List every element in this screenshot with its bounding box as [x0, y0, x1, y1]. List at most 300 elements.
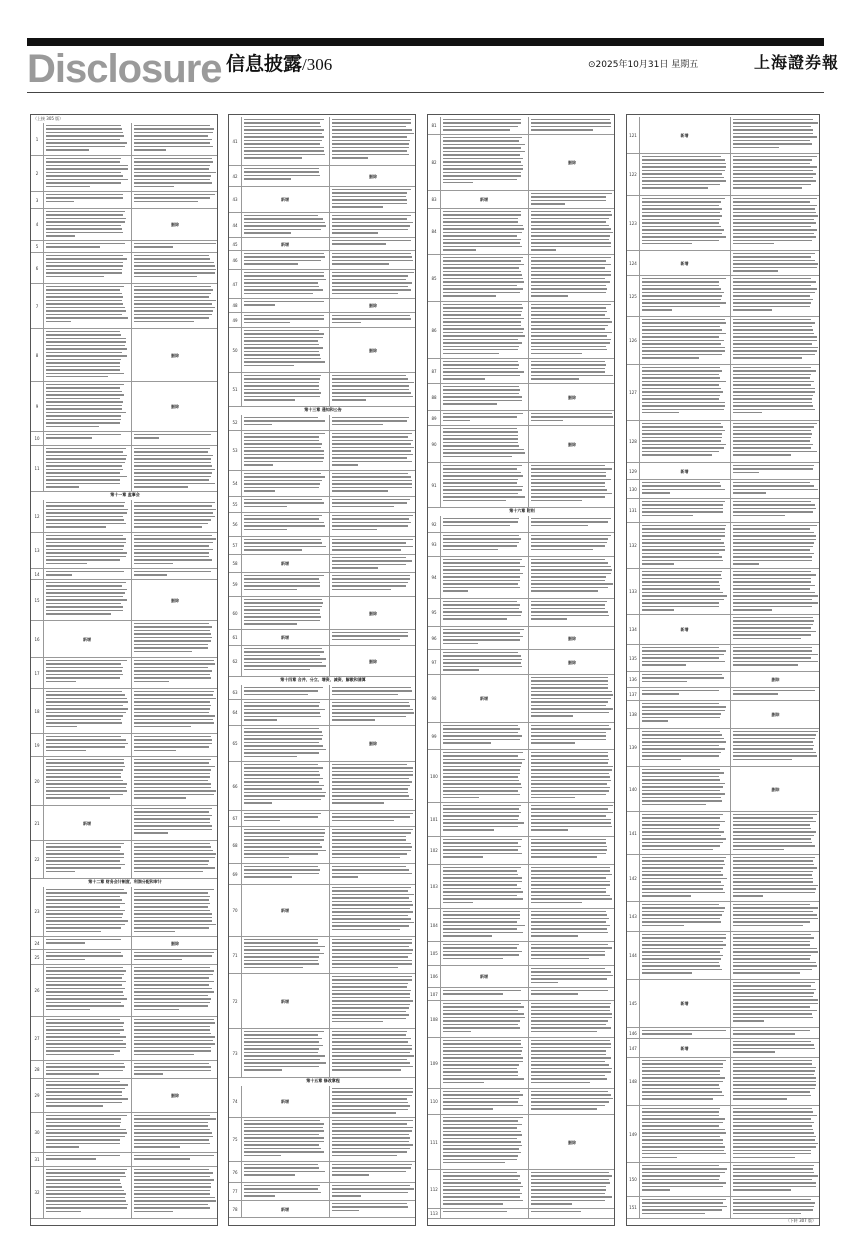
- text-line: [642, 180, 726, 181]
- text-line: [332, 792, 408, 793]
- row-divider: [329, 238, 330, 250]
- text-line: [443, 947, 517, 948]
- text-line: [733, 581, 811, 582]
- original-clause: [46, 1019, 128, 1058]
- row-divider: [131, 446, 132, 491]
- table-row: [428, 117, 614, 135]
- text-line: [244, 623, 297, 624]
- text-line: [332, 1188, 414, 1189]
- original-clause: [46, 1155, 128, 1164]
- text-line: [46, 1193, 126, 1194]
- table-row: [229, 811, 415, 827]
- text-line: [46, 892, 127, 893]
- text-line: [531, 615, 609, 616]
- text-line: [531, 482, 605, 483]
- text-line: [733, 133, 813, 134]
- text-line: [443, 1193, 522, 1194]
- text-line: [733, 447, 811, 448]
- text-line: [332, 1141, 409, 1142]
- original-clause: [46, 1081, 128, 1110]
- table-row: [31, 950, 217, 965]
- text-line: [332, 829, 413, 830]
- table-row: [627, 729, 819, 767]
- original-clause: [642, 198, 727, 248]
- amended-clause: [134, 1019, 216, 1058]
- text-line: [244, 282, 318, 283]
- text-line: [332, 279, 406, 280]
- text-line: [642, 1139, 723, 1140]
- amended-clause: [733, 525, 818, 566]
- text-line: [332, 546, 413, 547]
- text-line: [443, 214, 521, 215]
- original-clause: [443, 559, 525, 596]
- new-label: 新增: [83, 636, 91, 642]
- text-line: [46, 910, 125, 911]
- text-line: [642, 485, 721, 486]
- text-line: [642, 492, 670, 493]
- text-line: [46, 228, 122, 229]
- text-line: [46, 959, 85, 960]
- text-line: [443, 783, 521, 784]
- text-line: [46, 149, 89, 150]
- text-line: [642, 489, 725, 490]
- text-line: [332, 518, 409, 519]
- text-line: [134, 776, 210, 777]
- text-line: [46, 610, 123, 611]
- text-line: [134, 867, 215, 868]
- text-line: [46, 726, 77, 727]
- text-line: [332, 1004, 410, 1005]
- text-line: [443, 1078, 524, 1079]
- original-clause: [443, 1040, 525, 1086]
- deleted-label: 删除: [568, 635, 576, 641]
- text-line: [244, 518, 319, 519]
- row-divider: [329, 646, 330, 676]
- amended-clause: [733, 119, 818, 151]
- text-line: [531, 542, 607, 543]
- text-line: [134, 846, 211, 847]
- text-line: [244, 813, 321, 814]
- text-line: [134, 262, 214, 263]
- amended-clause: [733, 423, 818, 460]
- text-line: [443, 428, 517, 429]
- text-line: [244, 150, 324, 151]
- text-line: [244, 529, 287, 530]
- text-line: [642, 738, 724, 739]
- text-line: [642, 606, 719, 607]
- text-line: [531, 735, 606, 736]
- text-line: [531, 353, 582, 354]
- text-line: [443, 958, 503, 959]
- amended-clause: [531, 805, 613, 834]
- text-line: [332, 443, 411, 444]
- text-line: [46, 1204, 128, 1205]
- amended-clause: [531, 304, 613, 356]
- text-line: [531, 349, 607, 350]
- row-divider: [131, 734, 132, 756]
- text-line: [443, 918, 520, 919]
- text-line: [134, 483, 215, 484]
- text-line: [244, 953, 324, 954]
- text-line: [46, 1043, 126, 1044]
- text-line: [134, 1043, 215, 1044]
- text-line: [46, 139, 120, 140]
- text-line: [46, 519, 124, 520]
- new-label: 新增: [281, 241, 289, 247]
- row-divider: [329, 685, 330, 699]
- text-line: [443, 267, 519, 268]
- row-number: 46: [229, 251, 242, 269]
- text-line: [642, 367, 720, 368]
- table-row: [31, 734, 217, 757]
- text-line: [134, 1176, 210, 1177]
- text-line: [443, 742, 491, 743]
- text-line: [244, 354, 320, 355]
- amended-clause: [531, 867, 613, 906]
- text-line: [733, 627, 811, 628]
- text-line: [46, 1129, 126, 1130]
- text-line: [244, 582, 320, 583]
- text-line: [244, 658, 326, 659]
- original-clause: [244, 1031, 326, 1075]
- text-line: [443, 618, 507, 619]
- row-number: 57: [229, 537, 242, 554]
- text-line: [46, 434, 121, 435]
- text-line: [531, 766, 613, 767]
- row-divider: [730, 902, 731, 931]
- text-line: [642, 741, 726, 742]
- text-line: [531, 867, 610, 868]
- row-divider: [730, 276, 731, 316]
- text-line: [733, 1044, 814, 1045]
- text-line: [443, 732, 518, 733]
- deleted-label: 删除: [171, 940, 179, 946]
- text-line: [134, 998, 211, 999]
- text-line: [134, 1190, 210, 1191]
- original-clause: [244, 829, 326, 861]
- text-line: [733, 222, 816, 223]
- text-line: [642, 962, 719, 963]
- text-line: [642, 588, 720, 589]
- row-divider: [730, 645, 731, 671]
- amended-clause: [531, 1091, 613, 1112]
- text-line: [46, 125, 121, 126]
- text-line: [332, 157, 368, 158]
- text-line: [642, 972, 692, 973]
- text-line: [244, 575, 324, 576]
- text-line: [46, 750, 86, 751]
- text-line: [642, 205, 719, 206]
- row-divider: [528, 255, 529, 301]
- text-line: [531, 877, 606, 878]
- text-line: [46, 797, 110, 798]
- text-line: [443, 242, 520, 243]
- text-line: [244, 365, 294, 366]
- table-row: [627, 767, 819, 812]
- text-line: [134, 556, 209, 557]
- text-line: [733, 492, 766, 493]
- row-divider: [131, 1061, 132, 1078]
- row-divider: [329, 1162, 330, 1182]
- continued-to-note: （下转 307 版）: [785, 1218, 816, 1223]
- text-line: [443, 500, 506, 501]
- text-line: [642, 329, 722, 330]
- original-clause: [46, 194, 128, 206]
- text-line: [443, 601, 517, 602]
- text-line: [332, 929, 400, 930]
- amended-clause: [134, 691, 216, 731]
- amended-clause: [134, 967, 216, 1014]
- text-line: [46, 1073, 99, 1074]
- text-line: [46, 769, 123, 770]
- text-line: [733, 1179, 812, 1180]
- text-line: [642, 892, 725, 893]
- row-divider: [528, 1170, 529, 1208]
- text-line: [642, 1030, 726, 1031]
- text-line: [733, 236, 816, 237]
- row-divider: [730, 767, 731, 811]
- text-line: [244, 716, 321, 717]
- text-line: [332, 771, 413, 772]
- text-line: [332, 925, 409, 926]
- text-line: [443, 538, 521, 539]
- deleted-label: 删除: [171, 404, 179, 409]
- row-divider: [329, 313, 330, 327]
- text-line: [733, 1074, 814, 1075]
- text-line: [134, 505, 212, 506]
- text-line: [443, 1050, 522, 1051]
- text-line: [244, 1066, 319, 1067]
- text-line: [733, 233, 814, 234]
- text-line: [46, 762, 124, 763]
- text-line: [443, 175, 521, 176]
- text-line: [443, 147, 521, 148]
- row-divider: [528, 135, 529, 190]
- text-line: [443, 129, 510, 130]
- text-line: [244, 433, 325, 434]
- text-line: [642, 1136, 720, 1137]
- text-line: [244, 702, 320, 703]
- table-row: [428, 209, 614, 255]
- text-line: [134, 811, 209, 812]
- text-line: [443, 925, 525, 926]
- row-divider: [528, 1001, 529, 1037]
- original-clause: [443, 805, 525, 834]
- text-line: [244, 129, 324, 130]
- text-line: [332, 399, 366, 400]
- text-line: [332, 506, 394, 507]
- amended-clause: [531, 725, 613, 747]
- text-line: [244, 687, 323, 688]
- row-divider: [329, 537, 330, 554]
- table-row: [229, 1029, 415, 1078]
- text-line: [642, 528, 725, 529]
- deleted-label: 删除: [369, 658, 377, 664]
- table-row: [627, 1163, 819, 1197]
- row-divider: [131, 1167, 132, 1218]
- text-line: [531, 712, 609, 713]
- text-line: [733, 972, 800, 973]
- text-line: [244, 1164, 318, 1165]
- text-line: [244, 850, 326, 851]
- text-line: [332, 639, 400, 640]
- row-number: 122: [627, 154, 640, 195]
- text-line: [332, 289, 411, 290]
- text-line: [332, 318, 411, 319]
- text-line: [531, 932, 608, 933]
- row-number: 93: [428, 533, 441, 556]
- text-line: [443, 1071, 518, 1072]
- row-number: 68: [229, 827, 242, 863]
- text-line: [244, 1171, 325, 1172]
- text-line: [642, 278, 726, 279]
- text-line: [443, 1105, 523, 1106]
- text-line: [332, 143, 409, 144]
- text-line: [443, 1013, 524, 1014]
- text-line: [531, 232, 613, 233]
- text-line: [134, 1193, 210, 1194]
- text-line: [733, 409, 815, 410]
- text-line: [332, 140, 410, 141]
- table-row: [31, 209, 217, 241]
- text-line: [443, 1159, 517, 1160]
- text-line: [733, 895, 763, 896]
- amended-clause: [134, 736, 216, 754]
- row-divider: [730, 317, 731, 364]
- text-line: [443, 590, 468, 591]
- amended-clause: [733, 482, 818, 496]
- row-divider: [528, 942, 529, 965]
- text-line: [134, 681, 169, 682]
- text-line: [134, 469, 215, 470]
- amended-clause: [332, 272, 414, 296]
- amended-clause: [531, 911, 613, 939]
- amended-clause: [332, 939, 414, 971]
- text-line: [531, 888, 606, 889]
- text-line: [642, 1199, 726, 1200]
- text-line: [332, 764, 407, 765]
- row-divider: [730, 117, 731, 153]
- text-line: [244, 788, 322, 789]
- text-line: [332, 542, 406, 543]
- row-number: 78: [229, 1201, 242, 1217]
- text-line: [733, 752, 816, 753]
- text-line: [332, 1195, 361, 1196]
- text-line: [531, 944, 608, 945]
- original-clause: [443, 361, 525, 381]
- original-clause: [46, 502, 128, 530]
- text-line: [46, 448, 126, 449]
- text-line: [733, 835, 814, 836]
- text-line: [332, 1171, 406, 1172]
- text-line: [134, 995, 208, 996]
- text-line: [332, 795, 409, 796]
- text-line: [46, 401, 123, 402]
- text-line: [244, 522, 324, 523]
- table-row: [31, 1113, 217, 1153]
- text-line: [443, 1020, 520, 1021]
- table-row: [627, 932, 819, 980]
- text-line: [244, 539, 321, 540]
- text-line: [46, 243, 125, 244]
- text-line: [46, 743, 128, 744]
- row-divider: [131, 241, 132, 252]
- row-divider: [329, 827, 330, 863]
- text-line: [134, 265, 215, 266]
- text-line: [332, 705, 410, 706]
- masthead-brand: Disclosure: [27, 47, 222, 91]
- row-divider: [730, 1163, 731, 1196]
- text-line: [531, 413, 612, 414]
- row-number: 149: [627, 1106, 640, 1162]
- text-line: [443, 632, 520, 633]
- table-row: [229, 974, 415, 1029]
- text-line: [332, 440, 413, 441]
- text-line: [332, 389, 409, 390]
- amended-clause: [332, 189, 414, 210]
- amended-clause: [531, 1211, 613, 1216]
- table-row: [229, 166, 415, 187]
- text-line: [733, 821, 816, 822]
- row-divider: [329, 166, 330, 186]
- row-divider: [730, 480, 731, 498]
- table-row: [627, 615, 819, 645]
- row-divider: [730, 812, 731, 854]
- row-divider: [528, 426, 529, 462]
- row-number: 43: [229, 187, 242, 212]
- row-divider: [730, 615, 731, 644]
- new-label: 新增: [281, 998, 289, 1004]
- text-line: [134, 194, 215, 195]
- text-line: [244, 1134, 319, 1135]
- text-line: [531, 881, 610, 882]
- text-line: [46, 853, 124, 854]
- table-row: [428, 302, 614, 359]
- text-line: [134, 1197, 215, 1198]
- text-line: [134, 516, 215, 517]
- text-line: [134, 981, 214, 982]
- text-line: [642, 1125, 719, 1126]
- text-line: [531, 842, 606, 843]
- row-number: 67: [229, 811, 242, 826]
- text-line: [46, 549, 123, 550]
- text-line: [46, 472, 120, 473]
- text-line: [642, 860, 724, 861]
- row-number: 147: [627, 1039, 640, 1057]
- text-line: [46, 235, 75, 236]
- text-line: [332, 993, 410, 994]
- text-line: [332, 942, 412, 943]
- text-line: [134, 197, 210, 198]
- row-divider: [131, 569, 132, 579]
- text-line: [134, 698, 216, 699]
- text-line: [332, 256, 412, 257]
- amended-clause: [531, 211, 613, 252]
- text-line: [531, 762, 608, 763]
- text-line: [531, 601, 607, 602]
- text-line: [332, 963, 412, 964]
- table-row: [627, 1058, 819, 1106]
- text-line: [642, 759, 681, 760]
- text-line: [531, 1078, 607, 1079]
- original-clause: [244, 215, 326, 235]
- text-line: [443, 1134, 522, 1135]
- table-row: [31, 253, 217, 284]
- text-line: [642, 374, 719, 375]
- text-line: [134, 906, 208, 907]
- text-line: [733, 842, 812, 843]
- amended-clause: [134, 243, 216, 250]
